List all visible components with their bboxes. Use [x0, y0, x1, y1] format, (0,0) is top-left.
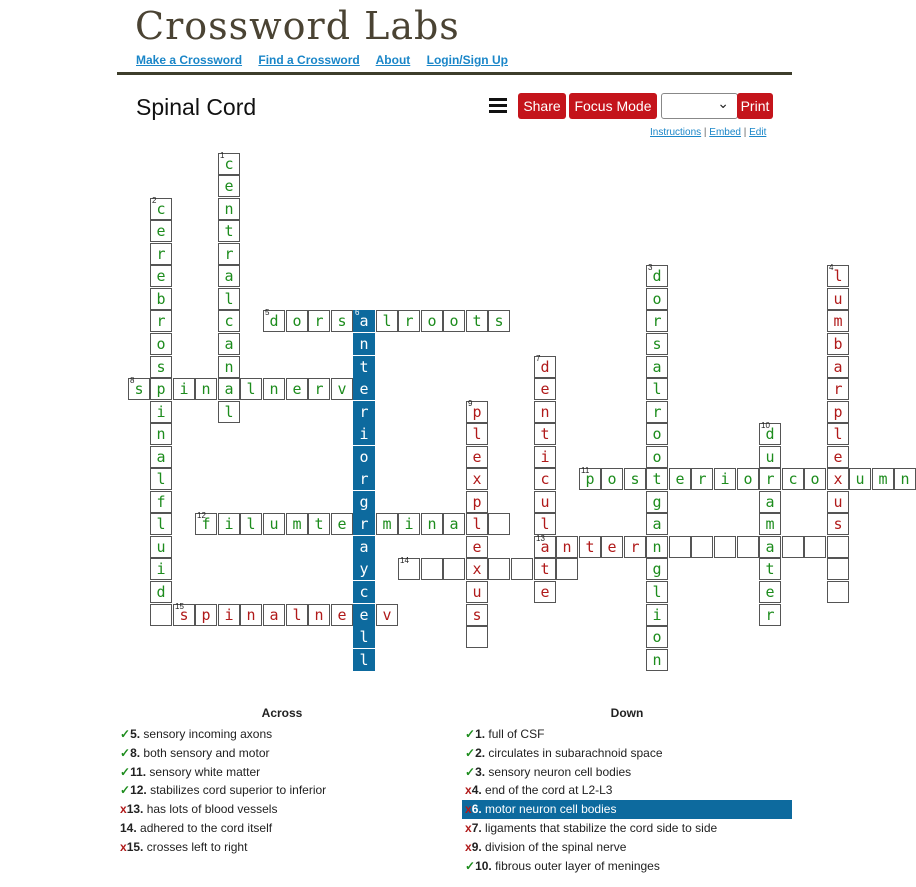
- grid-cell[interactable]: a: [150, 446, 172, 468]
- grid-cell[interactable]: p: [195, 604, 217, 626]
- grid-cell[interactable]: n: [556, 536, 578, 558]
- grid-cell[interactable]: l: [218, 401, 240, 423]
- grid-cell[interactable]: n: [353, 333, 375, 355]
- grid-cell[interactable]: x: [466, 558, 488, 580]
- nav-about[interactable]: About: [375, 53, 411, 67]
- grid-cell[interactable]: i: [218, 604, 240, 626]
- grid-cell[interactable]: e: [331, 604, 353, 626]
- grid-cell[interactable]: b: [150, 288, 172, 310]
- grid-cell[interactable]: e: [466, 446, 488, 468]
- grid-cell[interactable]: r: [646, 310, 668, 332]
- grid-cell[interactable]: [827, 536, 849, 558]
- clue-text: crosses left to right: [143, 839, 248, 854]
- clue-num: 12.: [130, 783, 147, 798]
- grid-cell[interactable]: a: [646, 356, 668, 378]
- grid-cell[interactable]: o: [804, 468, 826, 490]
- grid-cell[interactable]: e: [353, 378, 375, 400]
- clue-num: 2.: [475, 745, 486, 760]
- grid-cell[interactable]: s: [827, 513, 849, 535]
- clue-text: has lots of blood vessels: [143, 802, 278, 817]
- grid-cell[interactable]: e: [534, 378, 556, 400]
- embed-link[interactable]: Embed: [709, 127, 741, 138]
- clue-num: 13.: [126, 802, 144, 817]
- nav-make-crossword[interactable]: Make a Crossword: [136, 53, 243, 67]
- clue-text: stabilizes cord superior to inferior: [146, 783, 327, 798]
- grid-cell[interactable]: c: [353, 581, 375, 603]
- grid-cell[interactable]: l: [353, 626, 375, 648]
- grid-cell[interactable]: s: [624, 468, 646, 490]
- grid-cell[interactable]: e: [466, 536, 488, 558]
- grid-cell[interactable]: l: [466, 513, 488, 535]
- grid-cell[interactable]: m: [827, 310, 849, 332]
- clue-number: 1: [220, 151, 225, 160]
- grid-cell[interactable]: i: [534, 446, 556, 468]
- grid-cell[interactable]: e: [331, 513, 353, 535]
- grid-cell[interactable]: f 12: [195, 513, 217, 535]
- grid-cell[interactable]: p: [150, 378, 172, 400]
- print-button[interactable]: Print: [737, 93, 773, 119]
- clue-text: fibrous outer layer of meninges: [491, 858, 660, 873]
- grid-cell[interactable]: d 5: [263, 310, 285, 332]
- grid-cell[interactable]: p 11: [579, 468, 601, 490]
- across-clue[interactable]: [117, 744, 447, 763]
- x-icon: x: [120, 802, 127, 817]
- clue-text: sensory neuron cell bodies: [485, 764, 632, 779]
- grid-cell[interactable]: r: [646, 401, 668, 423]
- grid-cell[interactable]: [669, 536, 691, 558]
- clue-num: 4.: [471, 783, 482, 798]
- clue-number: 8: [130, 376, 135, 385]
- grid-cell[interactable]: i: [353, 423, 375, 445]
- grid-cell[interactable]: t: [308, 513, 330, 535]
- clue-text: motor neuron cell bodies: [481, 802, 617, 817]
- grid-cell[interactable]: n: [894, 468, 916, 490]
- grid-cell[interactable]: u: [827, 491, 849, 513]
- grid-cell[interactable]: d: [150, 581, 172, 603]
- clue-number: 13: [536, 534, 545, 543]
- grid-cell[interactable]: r: [691, 468, 713, 490]
- grid-cell[interactable]: r: [353, 513, 375, 535]
- grid-cell[interactable]: r: [353, 468, 375, 490]
- grid-cell[interactable]: a: [759, 536, 781, 558]
- grid-cell[interactable]: i: [646, 604, 668, 626]
- grid-cell[interactable]: o: [443, 310, 465, 332]
- clue-num: 10.: [475, 858, 492, 873]
- clue-num: 3.: [475, 764, 486, 779]
- grid-cell[interactable]: s: [466, 604, 488, 626]
- grid-cell[interactable]: i: [173, 378, 195, 400]
- grid-cell[interactable]: t: [534, 423, 556, 445]
- nav-login-signup[interactable]: Login/Sign Up: [426, 53, 508, 67]
- grid-cell[interactable]: o: [646, 423, 668, 445]
- grid-cell[interactable]: a 6: [353, 310, 375, 332]
- x-icon: x: [465, 839, 472, 854]
- grid-cell[interactable]: r: [398, 310, 420, 332]
- grid-cell[interactable]: [827, 581, 849, 603]
- grid-cell[interactable]: r: [353, 401, 375, 423]
- down-clues: [462, 706, 792, 875]
- clue-number: 14: [400, 556, 409, 565]
- puzzle-title: Spinal Cord: [136, 94, 257, 120]
- grid-cell[interactable]: r: [624, 536, 646, 558]
- down-clue[interactable]: [462, 838, 792, 857]
- grid-cell[interactable]: l: [353, 649, 375, 671]
- grid-cell[interactable]: a: [827, 356, 849, 378]
- grid-cell[interactable]: [691, 536, 713, 558]
- grid-cell[interactable]: l: [376, 310, 398, 332]
- grid-cell[interactable]: i: [218, 513, 240, 535]
- grid-cell[interactable]: o: [353, 446, 375, 468]
- grid-cell[interactable]: a: [218, 378, 240, 400]
- grid-cell[interactable]: r: [759, 604, 781, 626]
- clue-number: 5: [265, 308, 270, 317]
- grid-cell[interactable]: c 2: [150, 198, 172, 220]
- grid-cell[interactable]: e: [759, 581, 781, 603]
- down-clue[interactable]: [462, 763, 792, 782]
- across-clue[interactable]: [117, 763, 447, 782]
- grid-cell[interactable]: i: [398, 513, 420, 535]
- grid-cell[interactable]: r: [827, 378, 849, 400]
- grid-cell[interactable]: x: [466, 468, 488, 490]
- grid-cell[interactable]: b: [827, 333, 849, 355]
- clue-num: 8.: [130, 745, 141, 760]
- grid-cell[interactable]: m: [872, 468, 894, 490]
- grid-cell[interactable]: r: [308, 310, 330, 332]
- grid-cell[interactable]: u: [827, 288, 849, 310]
- focus-mode-button[interactable]: Focus Mode: [569, 93, 657, 119]
- clue-number: 11: [581, 466, 590, 475]
- grid-cell[interactable]: [804, 536, 826, 558]
- grid-cell[interactable]: [150, 604, 172, 626]
- grid-cell[interactable]: l: [150, 468, 172, 490]
- grid-cell[interactable]: l: [286, 604, 308, 626]
- x-icon: x: [465, 820, 472, 835]
- puzzle-links: Instructions | Embed | Edit: [650, 127, 767, 138]
- check-icon: ✓: [465, 727, 476, 741]
- grid-cell[interactable]: o: [601, 468, 623, 490]
- grid-cell[interactable]: d 7: [534, 356, 556, 378]
- grid-cell[interactable]: [782, 536, 804, 558]
- grid-cell[interactable]: n: [421, 513, 443, 535]
- check-icon: ✓: [465, 858, 476, 873]
- grid-cell[interactable]: m: [376, 513, 398, 535]
- grid-cell[interactable]: [466, 626, 488, 648]
- clue-text: sensory white matter: [146, 764, 261, 779]
- grid-cell[interactable]: c: [218, 310, 240, 332]
- clue-number: 7: [536, 354, 541, 363]
- grid-cell[interactable]: l 4: [827, 265, 849, 287]
- grid-cell[interactable]: n: [240, 604, 262, 626]
- grid-cell[interactable]: e: [150, 220, 172, 242]
- grid-cell[interactable]: g: [646, 558, 668, 580]
- grid-cell[interactable]: i: [150, 401, 172, 423]
- x-icon: x: [465, 783, 472, 798]
- across-clue[interactable]: [117, 819, 447, 838]
- grid-cell[interactable]: e: [218, 175, 240, 197]
- grid-cell[interactable]: t: [646, 468, 668, 490]
- clue-number: 10: [761, 421, 770, 430]
- grid-cell[interactable]: y: [353, 558, 375, 580]
- grid-cell[interactable]: u: [759, 446, 781, 468]
- grid-cell[interactable]: [511, 558, 533, 580]
- across-clue[interactable]: [117, 781, 447, 800]
- grid-cell[interactable]: [556, 558, 578, 580]
- check-icon: ✓: [120, 727, 131, 741]
- clue-text: both sensory and motor: [140, 745, 270, 760]
- grid-cell[interactable]: n: [218, 198, 240, 220]
- grid-cell[interactable]: l: [646, 378, 668, 400]
- clue-num: 14.: [120, 820, 137, 835]
- grid-cell[interactable]: v: [376, 604, 398, 626]
- clue-text: circulates in subarachnoid space: [485, 745, 663, 760]
- grid-cell[interactable]: r: [150, 243, 172, 265]
- grid-cell[interactable]: [737, 536, 759, 558]
- across-clue[interactable]: [117, 800, 447, 819]
- grid-cell[interactable]: a: [218, 333, 240, 355]
- check-icon: ✓: [465, 745, 476, 760]
- site-logo[interactable]: Crossword Labs: [135, 4, 460, 48]
- grid-cell[interactable]: n: [534, 401, 556, 423]
- clue-text: adhered to the cord itself: [136, 820, 273, 835]
- x-icon: x: [120, 839, 127, 854]
- clue-num: 7.: [471, 820, 482, 835]
- instructions-link[interactable]: Instructions: [650, 127, 702, 138]
- grid-cell[interactable]: e: [150, 265, 172, 287]
- clue-num: 15.: [126, 839, 144, 854]
- grid-cell[interactable]: s: [150, 356, 172, 378]
- down-clue[interactable]: [462, 725, 792, 744]
- grid-cell[interactable]: o: [421, 310, 443, 332]
- grid-cell[interactable]: o: [286, 310, 308, 332]
- clue-number: 2: [152, 196, 157, 205]
- clue-num: 5.: [130, 727, 141, 741]
- grid-cell[interactable]: o: [646, 288, 668, 310]
- grid-cell[interactable]: f: [150, 491, 172, 513]
- grid-cell[interactable]: [443, 558, 465, 580]
- grid-cell[interactable]: a: [646, 513, 668, 535]
- edit-link[interactable]: Edit: [749, 127, 767, 138]
- grid-cell[interactable]: n: [646, 536, 668, 558]
- grid-cell[interactable]: e: [534, 581, 556, 603]
- grid-cell[interactable]: c: [534, 468, 556, 490]
- grid-cell[interactable]: n: [218, 356, 240, 378]
- clue-number: 4: [829, 263, 834, 272]
- grid-cell[interactable]: e: [286, 378, 308, 400]
- grid-cell[interactable]: o: [646, 626, 668, 648]
- grid-cell[interactable]: n: [308, 604, 330, 626]
- grid-cell[interactable]: s: [646, 333, 668, 355]
- grid-cell[interactable]: a: [353, 536, 375, 558]
- grid-cell[interactable]: n: [150, 423, 172, 445]
- down-clue[interactable]: [462, 781, 792, 800]
- grid-cell[interactable]: v: [331, 378, 353, 400]
- across-clue[interactable]: [117, 838, 447, 857]
- down-clue[interactable]: [462, 744, 792, 763]
- grid-cell[interactable]: l: [240, 378, 262, 400]
- grid-cell[interactable]: n: [263, 378, 285, 400]
- grid-cell[interactable]: p: [827, 401, 849, 423]
- down-clue[interactable]: [462, 800, 792, 819]
- check-icon: ✓: [120, 745, 131, 760]
- grid-cell[interactable]: a: [218, 265, 240, 287]
- grid-cell[interactable]: i: [150, 558, 172, 580]
- clue-number: 15: [175, 602, 184, 611]
- grid-cell[interactable]: [827, 558, 849, 580]
- grid-cell[interactable]: x: [827, 468, 849, 490]
- grid-cell[interactable]: e: [669, 468, 691, 490]
- clue-num: 1.: [475, 727, 486, 741]
- clue-text: end of the cord at L2-L3: [481, 783, 613, 798]
- clue-number: 12: [197, 511, 206, 520]
- grid-cell[interactable]: t: [534, 558, 556, 580]
- grid-cell[interactable]: l: [218, 288, 240, 310]
- grid-cell[interactable]: s: [331, 310, 353, 332]
- grid-cell[interactable]: l: [240, 513, 262, 535]
- clue-text: full of CSF: [485, 727, 545, 741]
- x-icon: x: [465, 802, 472, 817]
- across-clue[interactable]: [117, 725, 447, 744]
- grid-cell[interactable]: r: [759, 468, 781, 490]
- check-icon: ✓: [465, 764, 476, 779]
- down-heading: Down: [610, 706, 644, 720]
- grid-cell[interactable]: [488, 513, 510, 535]
- clue-text: ligaments that stabilize the cord side to side: [481, 820, 718, 835]
- grid-cell[interactable]: s: [488, 310, 510, 332]
- chevron-down-icon: ⌄: [717, 96, 729, 112]
- grid-cell[interactable]: l: [150, 513, 172, 535]
- grid-cell[interactable]: o: [646, 446, 668, 468]
- grid-cell[interactable]: e: [827, 446, 849, 468]
- clue-num: 9.: [471, 839, 482, 854]
- grid-cell[interactable]: u: [534, 491, 556, 513]
- clue-number: 6: [355, 308, 360, 317]
- down-clue[interactable]: [462, 857, 792, 876]
- grid-cell[interactable]: [488, 558, 510, 580]
- grid-cell[interactable]: o: [737, 468, 759, 490]
- grid-cell[interactable]: [398, 558, 420, 580]
- grid-cell[interactable]: g: [646, 491, 668, 513]
- grid-cell[interactable]: i: [714, 468, 736, 490]
- grid-cell[interactable]: l: [646, 581, 668, 603]
- grid-cell[interactable]: a: [759, 491, 781, 513]
- grid-cell[interactable]: e: [353, 604, 375, 626]
- check-icon: ✓: [120, 783, 131, 798]
- grid-cell[interactable]: d 10: [759, 423, 781, 445]
- grid-cell[interactable]: m: [759, 513, 781, 535]
- grid-cell[interactable]: n: [195, 378, 217, 400]
- clue-number: 9: [468, 399, 473, 408]
- grid-cell[interactable]: u: [466, 581, 488, 603]
- grid-cell[interactable]: u: [263, 513, 285, 535]
- grid-cell[interactable]: n: [646, 649, 668, 671]
- grid-cell[interactable]: o: [150, 333, 172, 355]
- grid-cell[interactable]: c 1: [218, 153, 240, 175]
- grid-cell[interactable]: t: [759, 558, 781, 580]
- grid-cell[interactable]: t: [579, 536, 601, 558]
- grid-cell[interactable]: c: [782, 468, 804, 490]
- clue-num: 6.: [471, 802, 482, 817]
- grid-cell[interactable]: t: [353, 356, 375, 378]
- clue-num: 11.: [130, 764, 147, 779]
- grid-cell[interactable]: s 15: [173, 604, 195, 626]
- grid-cell[interactable]: a 13: [534, 536, 556, 558]
- across-heading: Across: [261, 706, 303, 720]
- grid-cell[interactable]: t: [218, 220, 240, 242]
- grid-cell[interactable]: [714, 536, 736, 558]
- down-clue[interactable]: [462, 819, 792, 838]
- check-icon: ✓: [120, 764, 131, 779]
- grid-cell[interactable]: d 3: [646, 265, 668, 287]
- clue-text: division of the spinal nerve: [481, 839, 627, 854]
- grid-cell[interactable]: t: [466, 310, 488, 332]
- clue-text: sensory incoming axons: [140, 727, 273, 741]
- grid-cell[interactable]: a: [443, 513, 465, 535]
- grid-cell[interactable]: [421, 558, 443, 580]
- grid-cell[interactable]: u: [849, 468, 871, 490]
- share-button[interactable]: Share: [518, 93, 566, 119]
- grid-cell[interactable]: l: [466, 423, 488, 445]
- grid-cell[interactable]: r: [218, 243, 240, 265]
- grid-cell[interactable]: m: [286, 513, 308, 535]
- grid-cell[interactable]: s 8: [128, 378, 150, 400]
- clue-number: 3: [648, 263, 653, 272]
- grid-cell[interactable]: u: [150, 536, 172, 558]
- grid-cell[interactable]: a: [263, 604, 285, 626]
- grid-cell[interactable]: p 9: [466, 401, 488, 423]
- across-clues: [117, 706, 447, 857]
- grid-cell[interactable]: g: [353, 491, 375, 513]
- grid-cell[interactable]: r: [308, 378, 330, 400]
- nav-find-crossword[interactable]: Find a Crossword: [258, 53, 360, 67]
- grid-cell[interactable]: l: [827, 423, 849, 445]
- grid-cell[interactable]: p: [466, 491, 488, 513]
- grid-cell[interactable]: l: [534, 513, 556, 535]
- grid-cell[interactable]: r: [150, 310, 172, 332]
- grid-cell[interactable]: e: [601, 536, 623, 558]
